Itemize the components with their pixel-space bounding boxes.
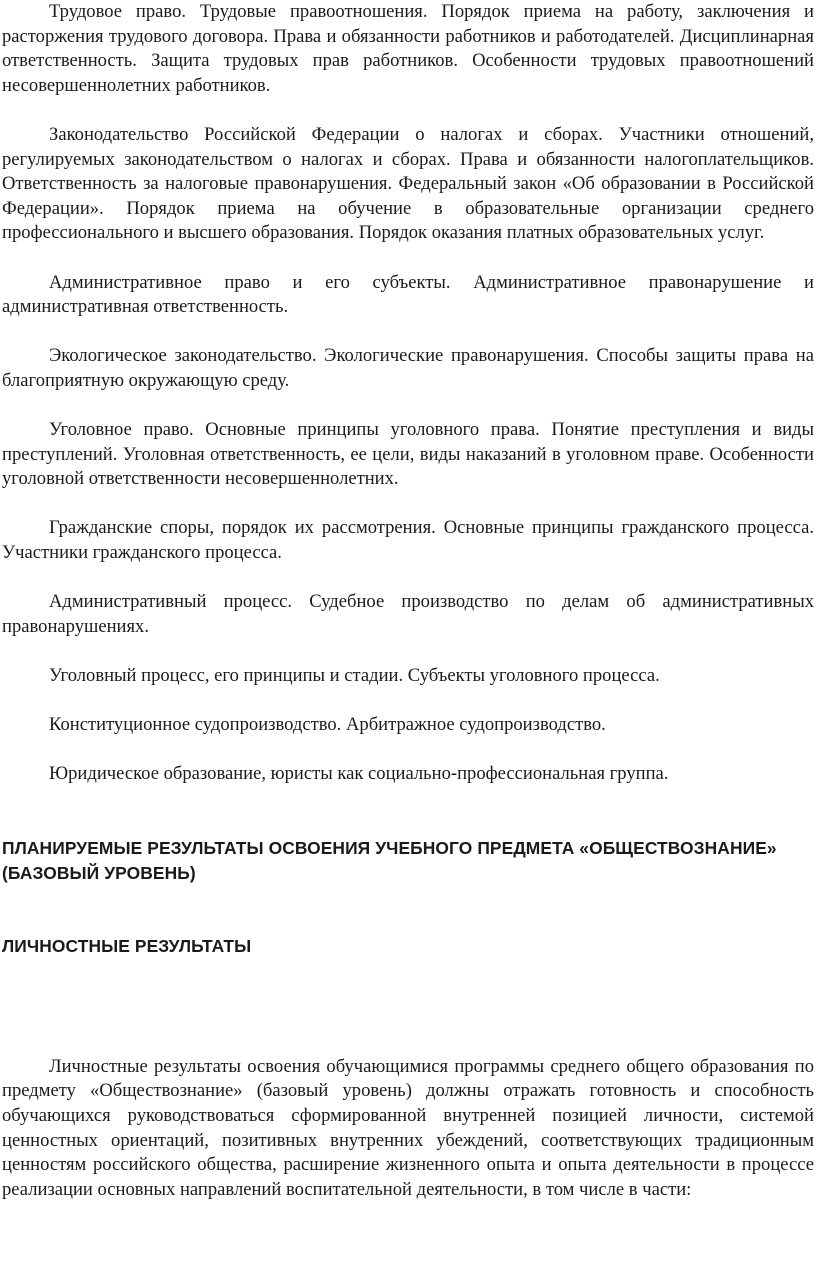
paragraph-environmental-law: Экологическое законодательство. Экологические правонарушения. Способы защиты права на благоприятную окружающую среду. [2, 345, 814, 391]
paragraph-criminal-law: Уголовное право. Основные принципы уголовного права. Понятие преступления и виды преступлений. Уголовная ответственность, ее цели, виды наказаний в уголовном праве. Особенности уголовной ответственности несовершеннолетних. [2, 419, 814, 490]
paragraph-personal-results: Личностные результаты освоения обучающимися программы среднего общего образования по предмету «Обществознание» (базовый уровень) должны отражать готовность и способность обучающихся руководствоваться сформированной внутренней позицией личности, системой ценностных ориентаций, позитивных внутренних убеждений, соответствующих традиционным ценностям российского общества, расширение жизненного опыта и опыта деятельности в процессе реализации основных направлений воспитательной деятельности, в том числе в части: [2, 1055, 814, 1200]
paragraph-administrative-process: Административный процесс. Судебное производство по делам об административных правонарушениях. [2, 591, 814, 637]
subsection-heading: ЛИЧНОСТНЫЕ РЕЗУЛЬТАТЫ [2, 936, 252, 957]
spacer [2, 492, 814, 517]
spacer [2, 738, 814, 763]
section-heading: ПЛАНИРУЕМЫЕ РЕЗУЛЬТАТЫ ОСВОЕНИЯ УЧЕБНОГО ПРЕДМЕТА «ОБЩЕСТВОЗНАНИЕ» (БАЗОВЫЙ УРОВЕНЬ) [2, 838, 777, 883]
paragraph-legal-education: Юридическое образование, юристы как социально-профессиональная группа. [49, 763, 669, 785]
spacer [2, 639, 814, 664]
paragraph-criminal-process: Уголовный процесс, его принципы и стадии. Субъекты уголовного процесса. [49, 665, 660, 687]
paragraph-labor-law: Трудовое право. Трудовые правоотношения. Порядок приема на работу, заключения и расторжения трудового договора. Права и обязанности работников и работодателей. Дисциплинарная ответственность. Защита трудовых прав работников. Особенности трудовых правоотношений несовершеннолетних работников. [2, 1, 814, 96]
spacer [2, 320, 814, 345]
paragraph-civil-disputes: Гражданские споры, порядок их рассмотрения. Основные принципы гражданского процесса. Участники гражданского процесса. [2, 517, 814, 564]
spacer [2, 394, 814, 419]
paragraph-tax-law: Законодательство Российской Федерации о налогах и сборах. Участники отношений, регулируемых законодательством о налогах и сборах. Права и обязанности налогоплательщиков. Ответственность за налоговые правонарушения. Федеральный закон «Об образовании в Российской Федерации». Порядок приема на обучение в образовательные организации среднего профессионального и высшего образования. Порядок оказания платных образовательных услуг. [2, 123, 814, 244]
spacer [2, 689, 814, 714]
paragraph-constitutional-procedure: Конституционное судопроизводство. Арбитражное судопроизводство. [49, 714, 606, 736]
spacer [2, 885, 814, 934]
spacer [2, 959, 814, 1055]
spacer [2, 566, 814, 591]
paragraph-administrative-law: Административное право и его субъекты. Административное правонарушение и административная ответственность. [2, 271, 814, 318]
spacer [2, 98, 814, 123]
spacer [2, 787, 814, 836]
spacer [2, 246, 814, 271]
